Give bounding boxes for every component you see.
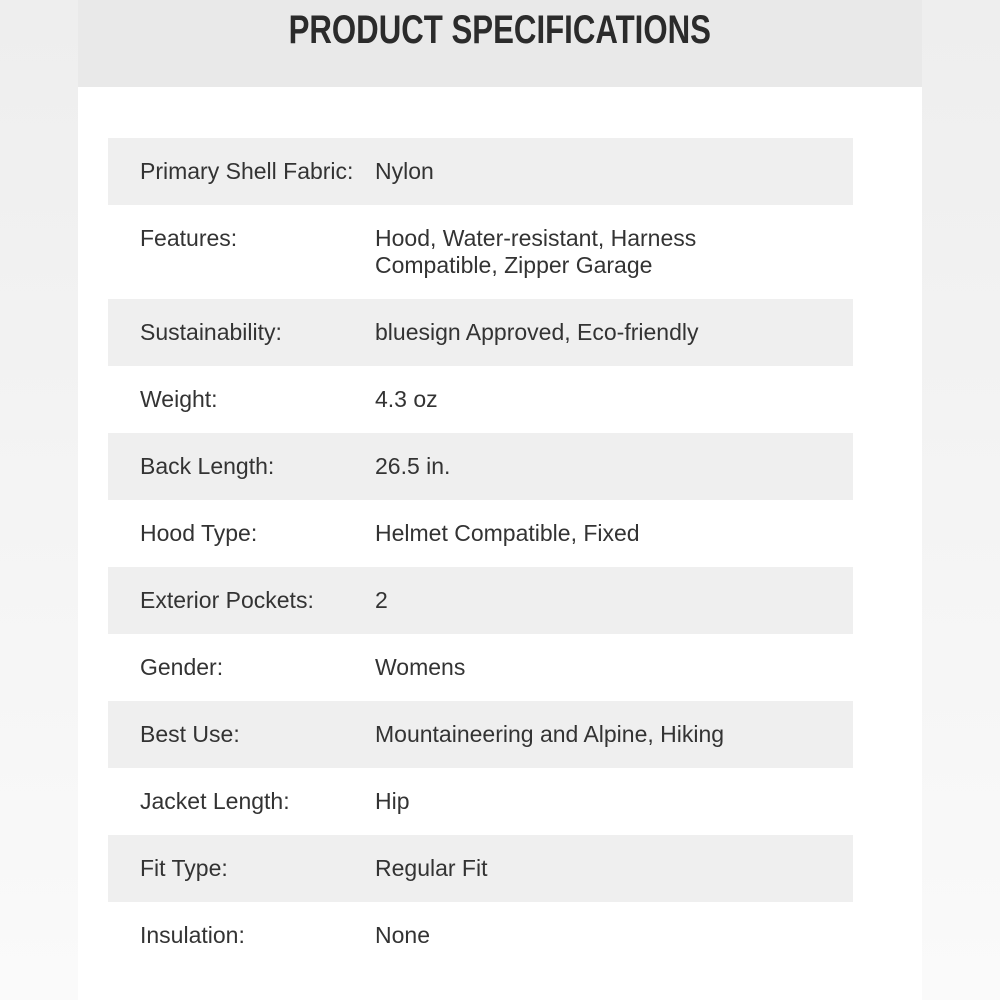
spec-value: 26.5 in.: [375, 453, 451, 479]
specs-table: [78, 87, 922, 1000]
spec-label: Features:: [140, 225, 238, 251]
spec-row: [108, 433, 853, 500]
spec-row: [108, 205, 853, 299]
spec-row: [108, 500, 853, 567]
spec-label: Primary Shell Fabric:: [140, 158, 354, 184]
spec-value: Womens: [375, 654, 466, 680]
spec-row: [108, 768, 853, 835]
spec-value: Nylon: [375, 158, 434, 184]
spec-row: [108, 835, 853, 902]
page-title: PRODUCT SPECIFICATIONS: [288, 8, 712, 52]
spec-row: [108, 299, 853, 366]
spec-label: Fit Type:: [140, 855, 228, 881]
spec-label: Best Use:: [140, 721, 240, 747]
spec-label: Jacket Length:: [140, 788, 290, 814]
spec-value: bluesign Approved, Eco-friendly: [375, 319, 699, 345]
spec-row: [108, 701, 853, 768]
spec-label: Exterior Pockets:: [140, 587, 314, 613]
spec-label: Gender:: [140, 654, 224, 680]
product-specs-card: [78, 0, 922, 1000]
spec-row: [108, 138, 853, 205]
spec-row: [108, 567, 853, 634]
spec-value: Hood, Water-resistant, Harness Compatible, Zipper Garage: [375, 225, 697, 278]
spec-label: Back Length:: [140, 453, 275, 479]
spec-value: 2: [375, 587, 388, 613]
spec-value: Regular Fit: [375, 855, 488, 881]
spec-value: None: [375, 922, 430, 948]
spec-label: Insulation:: [140, 922, 245, 948]
spec-label: Sustainability:: [140, 319, 282, 345]
spec-label: Hood Type:: [140, 520, 258, 546]
spec-row: [108, 902, 853, 969]
specs-header: [78, 0, 922, 87]
spec-value: Helmet Compatible, Fixed: [375, 520, 640, 546]
spec-value: 4.3 oz: [375, 386, 438, 412]
spec-row: [108, 366, 853, 433]
spec-row: [108, 634, 853, 701]
spec-value: Mountaineering and Alpine, Hiking: [375, 721, 725, 747]
spec-label: Weight:: [140, 386, 218, 412]
spec-value: Hip: [375, 788, 410, 814]
